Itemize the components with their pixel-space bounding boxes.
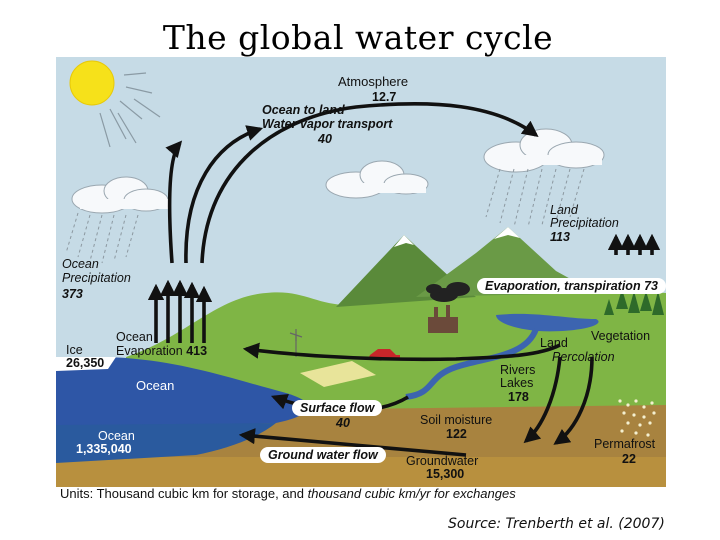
ocean-evap-value: 413 [186,344,208,358]
ocean-deep-value: 1,335,040 [76,442,132,456]
ocean-evap-label-1: Ocean [116,330,153,344]
soil-moisture-value: 122 [446,427,467,441]
ocean-precip-label-2: Precipitation [62,271,131,285]
ocean-evap-label-2 [116,345,207,358]
ice-label: Ice [66,343,83,357]
units-note-italic: thousand cubic km/yr for exchanges [307,486,516,501]
percolation-label: Percolation [552,350,615,364]
rivers-value: 178 [508,390,529,404]
ocean-to-land-label-2: Water vapor transport [262,117,393,131]
atmosphere-value: 12.7 [372,90,397,104]
ice-value: 26,350 [66,356,105,370]
land-precip-value: 113 [550,230,570,244]
groundwater-value: 15,300 [426,467,465,481]
atmosphere-label: Atmosphere [338,74,409,89]
ocean-surface-label: Ocean [136,378,175,393]
slide-title: The global water cycle [162,18,554,57]
water-cycle-diagram [56,57,666,505]
ocean-to-land-label-1: Ocean to land [262,103,345,117]
permafrost-value: 22 [622,452,636,466]
source-citation: Source: Trenberth et al. (2007) [448,516,665,532]
rivers-label-1: Rivers [500,363,536,377]
ocean-to-land-value: 40 [318,132,332,146]
soil-moisture-label: Soil moisture [420,413,493,427]
surface-flow-value: 40 [336,416,350,430]
surface-flow-pill [292,400,382,416]
ocean-deep-label: Ocean [98,429,135,443]
surface-flow-label: Surface flow [300,401,375,415]
units-note [60,486,516,501]
ocean-precip-value: 373 [62,287,83,301]
permafrost-label: Permafrost [594,437,656,451]
ocean-precip-label-1: Ocean [62,257,99,271]
evap-transp-value: 73 [644,279,658,293]
land-label: Land [540,336,568,350]
rivers-label-2: Lakes [500,376,534,390]
land-precip-label-2: Precipitation [550,216,619,230]
evap-transp-label: Evaporation, transpiration [485,279,641,293]
groundwater-flow-pill [260,447,386,463]
factory-icon [428,317,458,333]
vegetation-label: Vegetation [591,329,651,343]
land-precip-label-1: Land [550,203,578,217]
sun-icon [70,61,114,105]
evap-transp-pill [477,278,666,294]
groundwater-flow-label: Ground water flow [268,448,378,462]
groundwater-label: Groundwater [406,454,479,468]
units-note-prefix: Units: Thousand cubic km for storage, and [60,486,308,501]
ocean-evap-label-2-text: Evaporation [116,344,183,358]
